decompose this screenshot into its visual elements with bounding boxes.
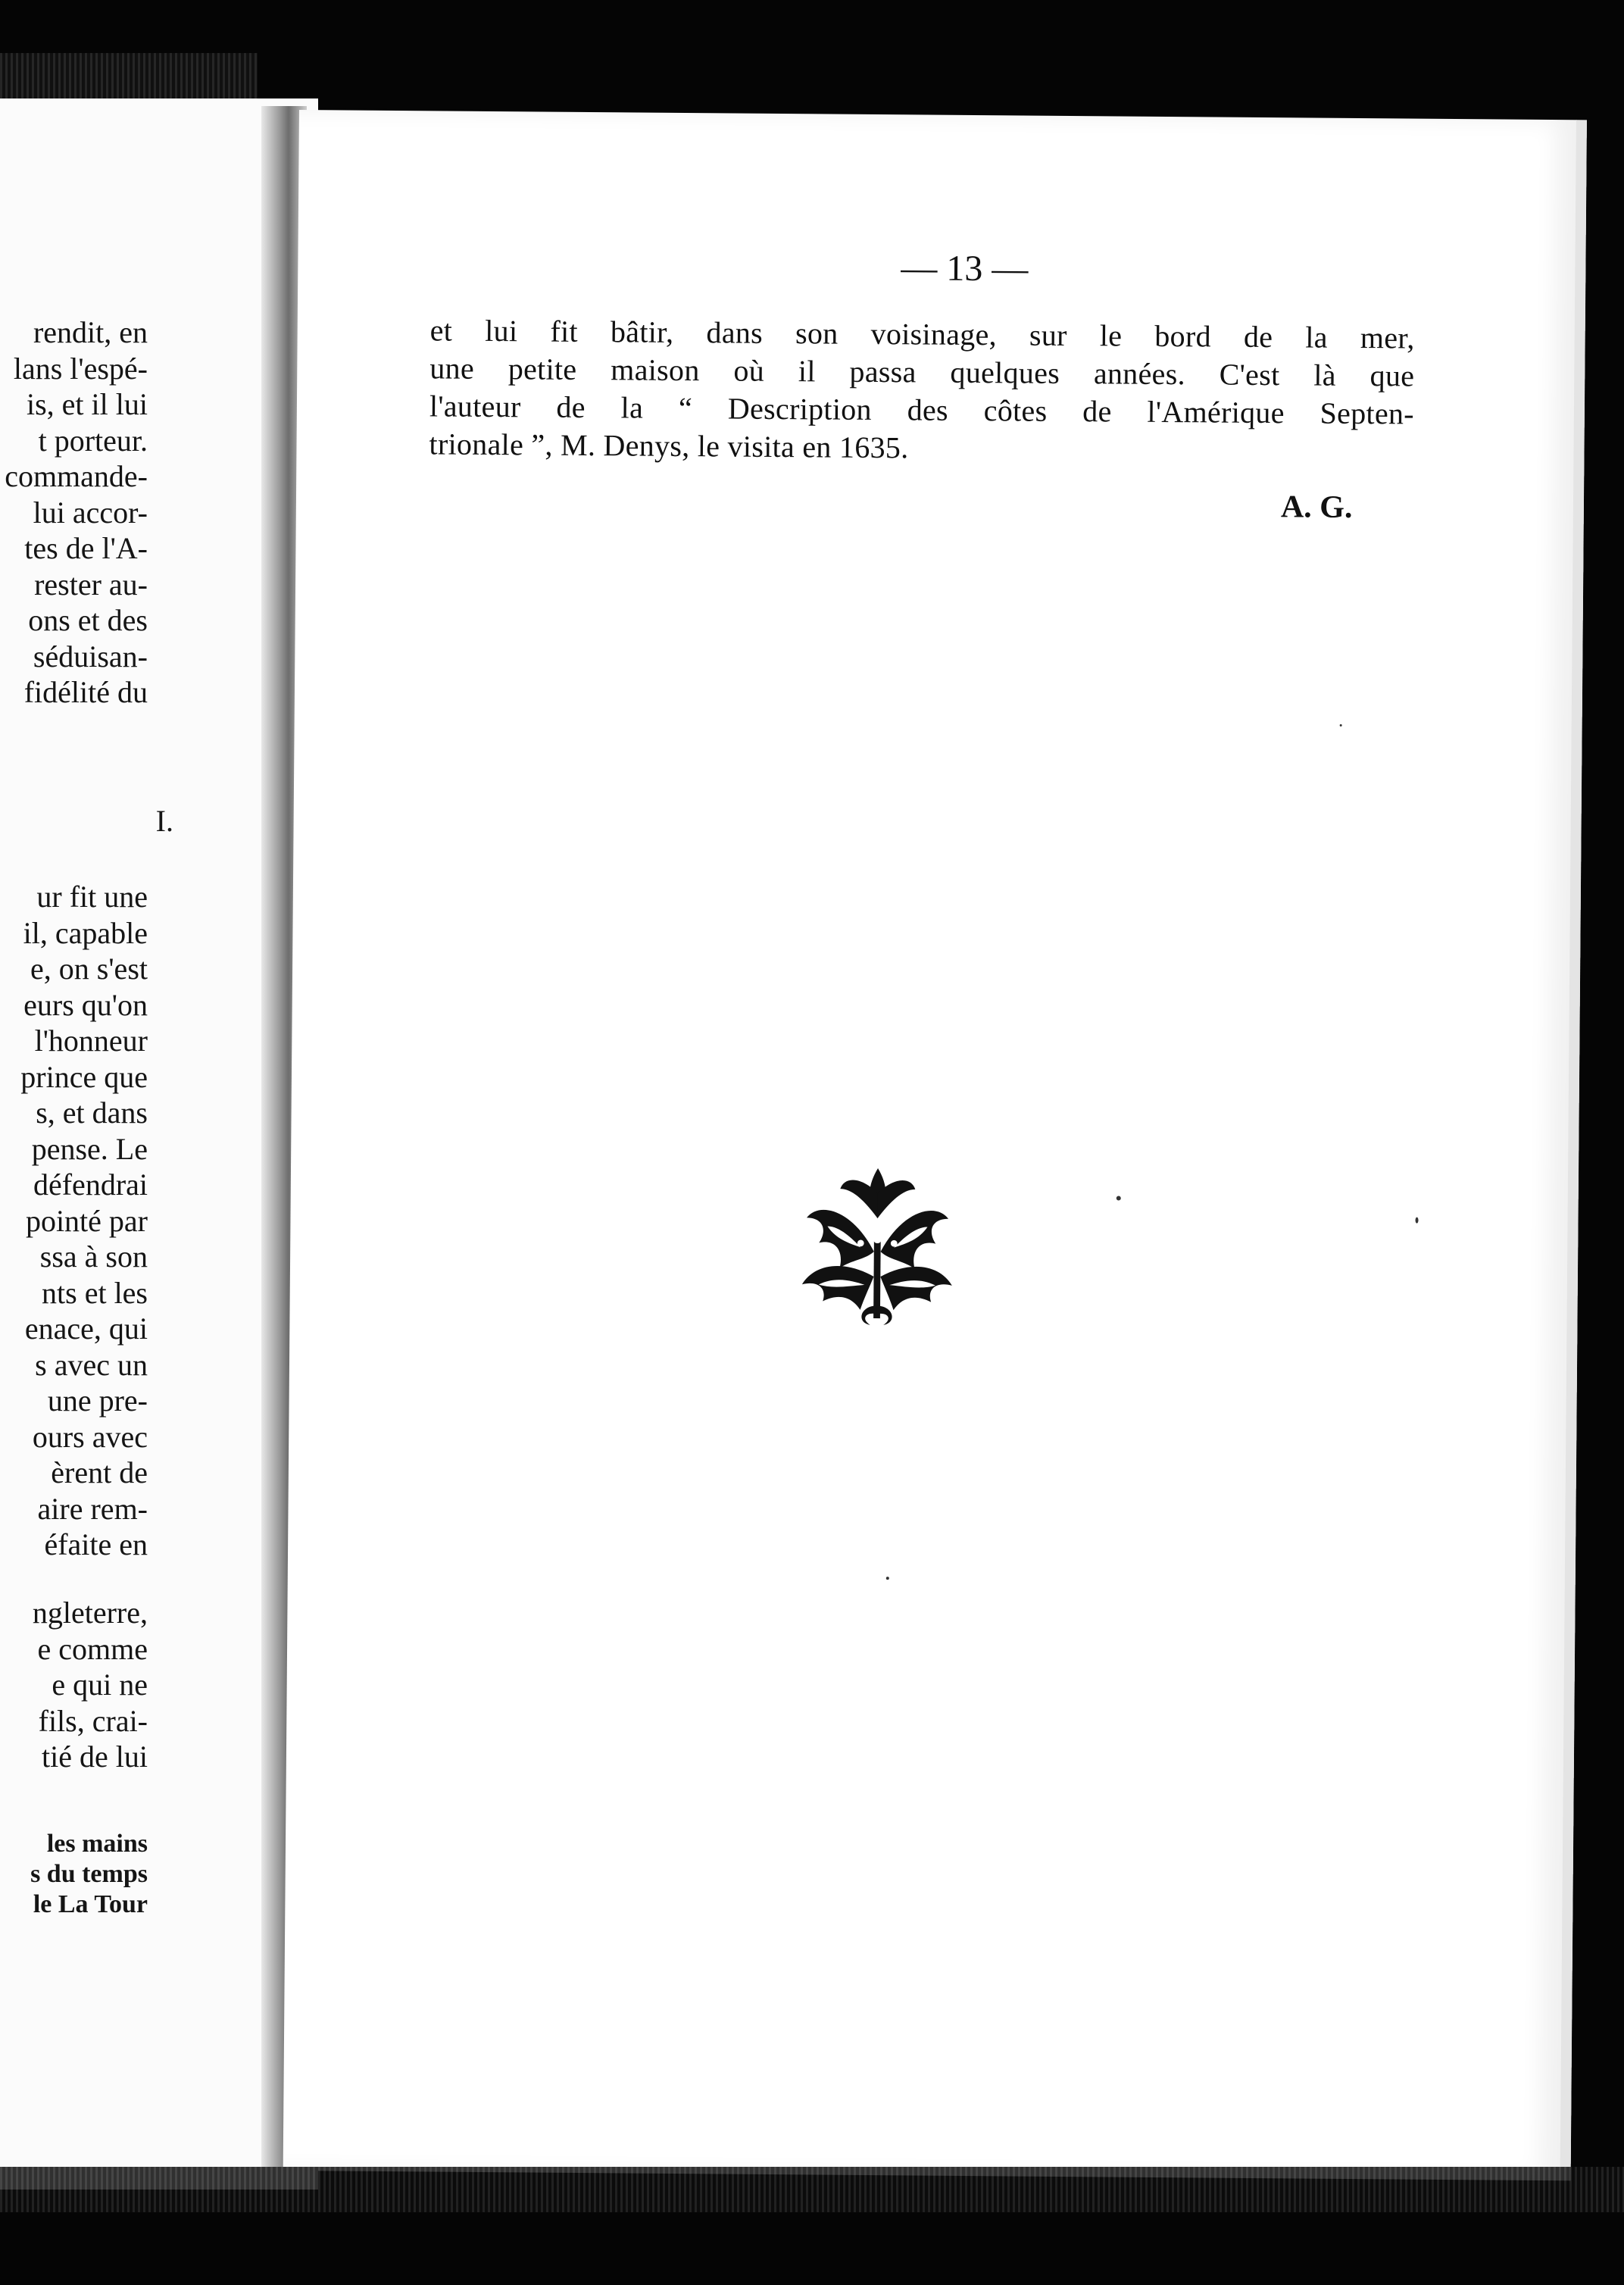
left-page-line: lans l'espé-	[13, 351, 148, 386]
left-page-footnote-line: s du temps	[30, 1860, 148, 1888]
left-page-line: ngleterre,	[32, 1596, 148, 1630]
left-page-line: e qui ne	[52, 1668, 148, 1702]
book-binding-bottom	[0, 2167, 1624, 2212]
left-page-line: pointé par	[25, 1203, 148, 1238]
left-page-line: une pre-	[47, 1383, 148, 1418]
left-page-line: rester au-	[34, 567, 148, 602]
left-page-line: prince que	[20, 1059, 148, 1094]
paragraph-line: une petite maison où il passa quelques années. C'est là que	[429, 351, 1415, 393]
signature: A. G.	[1280, 489, 1353, 525]
left-page-line: ur fit une	[36, 880, 148, 914]
left-page-line: séduisan-	[33, 639, 148, 674]
left-page-line: e comme	[37, 1631, 148, 1666]
left-page-line: s, et dans	[36, 1096, 148, 1130]
paper-speck	[886, 1577, 889, 1580]
left-page-line: is, et il lui	[27, 387, 148, 421]
page-number: — 13 —	[901, 248, 1029, 289]
left-page-footnote-line: les mains	[46, 1830, 148, 1858]
left-page-line: s avec un	[35, 1347, 148, 1382]
paper-speck	[1340, 724, 1342, 727]
left-page-line: commande-	[5, 459, 148, 493]
left-page-line: éfaite en	[44, 1527, 148, 1561]
left-page-line: défendrai	[33, 1168, 148, 1202]
left-page-line: èrent de	[51, 1455, 148, 1489]
paragraph-line: trionale ”, M. Denys, le visita en 1635.	[429, 427, 909, 465]
paragraph-line: et lui fit bâtir, dans son voisinage, sur le bord de la mer,	[429, 313, 1415, 355]
left-page-line: ons et des	[28, 603, 148, 637]
left-page-line: pense. Le	[31, 1131, 148, 1166]
left-page-line: tes de l'A-	[24, 531, 148, 565]
right-page	[283, 110, 1587, 2180]
left-page-line: fils, crai-	[38, 1703, 148, 1738]
left-page-footnote-line: le La Tour	[33, 1890, 148, 1918]
left-page-line: lui accor-	[33, 495, 148, 530]
left-page-line: rendit, en	[33, 315, 148, 349]
paper-speck	[1416, 1218, 1419, 1224]
left-page-line: l'honneur	[34, 1024, 148, 1058]
paragraph	[429, 311, 1415, 470]
paragraph-line: l'auteur de la “ Description des côtes de l'Amérique Septen-	[429, 389, 1415, 431]
paper-speck	[1116, 1196, 1121, 1201]
left-page-line: ssa à son	[39, 1239, 148, 1274]
left-page-line: tié de lui	[42, 1740, 148, 1774]
left-page-line: e, on s'est	[30, 952, 148, 986]
left-page-line: t porteur.	[38, 423, 148, 458]
left-page-line: enace, qui	[24, 1311, 148, 1346]
left-page-line: nts et les	[42, 1275, 148, 1310]
left-page-line: I.	[155, 804, 173, 838]
left-page-line: eurs qu'on	[23, 987, 148, 1022]
left-page-line: aire rem-	[37, 1491, 148, 1526]
left-page-line: ours avec	[32, 1419, 148, 1454]
left-page-line: fidélité du	[23, 675, 148, 709]
floral-fleuron-icon	[793, 1159, 961, 1327]
left-page-line: il, capable	[23, 915, 148, 950]
